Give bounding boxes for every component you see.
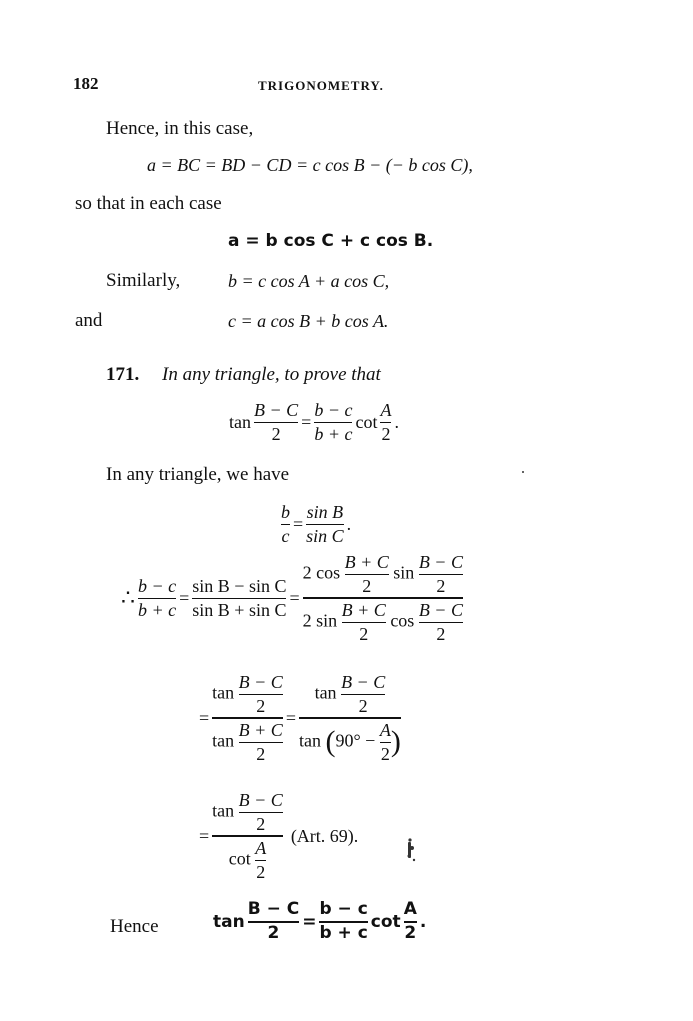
numerator: b − c (319, 899, 368, 919)
period: . (346, 513, 352, 534)
numerator: A (379, 720, 391, 741)
denominator: 2 (256, 744, 266, 765)
tan-fn: tan (229, 411, 251, 432)
sin-fn: sin (393, 562, 415, 583)
article-statement: In any triangle, to prove that (162, 364, 381, 385)
equals-sign: = (301, 411, 312, 432)
numerator: B − C (418, 552, 463, 572)
denominator: c (281, 525, 290, 546)
denominator: b + c (319, 922, 368, 943)
page-number: 182 (73, 74, 99, 93)
numerator: sin B − sin C (192, 576, 287, 597)
numerator: B + C (344, 552, 389, 572)
article-number: 171. (106, 364, 140, 385)
numerator: A (380, 400, 392, 420)
cos-fn: cos (390, 610, 415, 631)
numerator: b − c (138, 576, 177, 597)
equals-sign: = (302, 911, 317, 932)
numerator: B − C (238, 790, 283, 810)
denominator: 2 (436, 575, 446, 596)
tan-fn: tan (298, 730, 321, 751)
denominator: 2 (256, 813, 266, 834)
numerator: B − C (254, 400, 299, 420)
equation-a-case: a = BC = BD − CD = c cos B − (− b cos C), (147, 155, 473, 175)
numerator: A (255, 838, 267, 859)
numerator: B + C (238, 720, 283, 741)
equals-sign: = (199, 707, 210, 728)
equals-sign: = (289, 587, 300, 608)
text-hence: Hence (110, 916, 159, 937)
denominator: 2 (436, 624, 446, 645)
text-and: and (75, 310, 103, 331)
main-result: a = b cos C + c cos B. (228, 231, 434, 251)
numerator: B − C (247, 899, 300, 919)
therefore-symbol: ∴ (121, 585, 135, 611)
period: . (394, 411, 399, 432)
denominator: 2 (359, 624, 369, 645)
cot-fn: cot (370, 911, 401, 932)
denominator: 2 (362, 575, 372, 596)
denominator: 2 (381, 423, 391, 444)
equals-sign: = (285, 707, 296, 728)
equals-sign: = (293, 513, 304, 534)
tan-fn: tan (212, 730, 235, 751)
tan-fn: tan (212, 682, 235, 703)
numerator: B − C (238, 672, 283, 692)
numerator: b − c (314, 400, 353, 420)
cot-fn: cot (355, 411, 378, 432)
denominator: sin C (306, 525, 344, 546)
smudge-marks (408, 471, 525, 861)
denominator: 2 (256, 695, 266, 716)
equals-sign: = (199, 825, 210, 846)
denominator: b + c (314, 423, 353, 444)
text-in-any-triangle: In any triangle, we have (106, 464, 290, 485)
cot-fn: cot (228, 848, 251, 869)
text-hence-case: Hence, in this case, (106, 118, 254, 139)
denominator: sin B + sin C (192, 599, 287, 620)
text-so-that: so that in each case (75, 193, 222, 214)
tan-fn: tan (314, 682, 337, 703)
numerator: b (281, 502, 290, 522)
numerator: sin B (306, 502, 344, 522)
two-cos: 2 cos (302, 562, 341, 583)
tan-fn: tan (213, 911, 245, 932)
denominator: 2 (267, 922, 280, 943)
text-similarly: Similarly, (106, 270, 181, 291)
equation-c: c = a cos B + b cos A. (228, 311, 389, 331)
denominator: 2 (256, 862, 266, 883)
running-title: TRIGONOMETRY. (258, 78, 384, 93)
numerator: B + C (341, 600, 386, 621)
tan-fn: tan (212, 800, 235, 821)
left-paren: ( (325, 725, 336, 759)
period: . (419, 911, 427, 932)
two-sin: 2 sin (302, 610, 338, 631)
denominator: 2 (271, 423, 281, 444)
article-reference: (Art. 69). (290, 825, 359, 846)
denominator: b + c (138, 599, 177, 620)
denominator: 2 (380, 744, 390, 765)
ninety-minus: 90° − (335, 730, 376, 751)
numerator: A (403, 899, 417, 919)
denominator: 2 (358, 695, 368, 716)
numerator: B − C (341, 672, 386, 692)
equals-sign: = (179, 587, 190, 608)
denominator: 2 (404, 922, 417, 943)
equation-b: b = c cos A + a cos C, (228, 271, 390, 291)
numerator: B − C (418, 600, 463, 621)
right-paren: ) (390, 725, 401, 759)
